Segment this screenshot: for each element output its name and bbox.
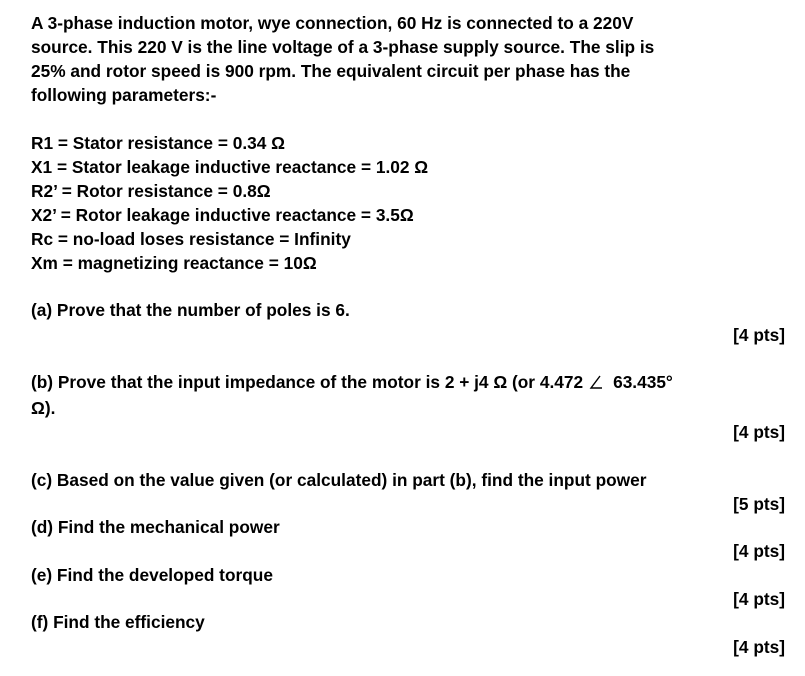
question-b-points: [4 pts] xyxy=(733,422,785,442)
question-d-points: [4 pts] xyxy=(733,541,785,561)
intro-line-1: A 3-phase induction motor, wye connection, 60 Hz is connected to a 220V xyxy=(31,13,634,33)
question-b-angle-value: 63.435° xyxy=(613,372,673,392)
intro-line-3: 25% and rotor speed is 900 rpm. The equivalent circuit per phase has the xyxy=(31,61,631,81)
question-f-points: [4 pts] xyxy=(733,637,785,657)
question-b-text: (b) Prove that the input impedance of the motor is 2 + j4 Ω (or 4.472 xyxy=(31,372,584,392)
parameter-r2: R2’ = Rotor resistance = 0.8Ω xyxy=(31,181,271,201)
intro-line-4: following parameters:- xyxy=(31,85,217,105)
question-b xyxy=(31,370,673,394)
parameter-xm: Xm = magnetizing reactance = 10Ω xyxy=(31,253,317,273)
parameter-rc: Rc = no-load loses resistance = Infinity xyxy=(31,229,351,249)
parameter-r1: R1 = Stator resistance = 0.34 Ω xyxy=(31,133,286,153)
question-f: (f) Find the efficiency xyxy=(31,612,205,632)
question-a: (a) Prove that the number of poles is 6. xyxy=(31,300,350,320)
question-d: (d) Find the mechanical power xyxy=(31,517,280,537)
question-c: (c) Based on the value given (or calculated) in part (b), find the input power xyxy=(31,470,647,490)
angle-icon xyxy=(589,375,603,389)
question-a-points: [4 pts] xyxy=(733,325,785,345)
question-b-continuation: Ω). xyxy=(31,398,56,418)
question-c-points: [5 pts] xyxy=(733,494,785,514)
parameter-x2: X2’ = Rotor leakage inductive reactance = 3.5Ω xyxy=(31,205,414,225)
question-e: (e) Find the developed torque xyxy=(31,565,273,585)
question-e-points: [4 pts] xyxy=(733,589,785,609)
intro-line-2: source. This 220 V is the line voltage of a 3-phase supply source. The slip is xyxy=(31,37,655,57)
parameter-x1: X1 = Stator leakage inductive reactance = 1.02 Ω xyxy=(31,157,429,177)
